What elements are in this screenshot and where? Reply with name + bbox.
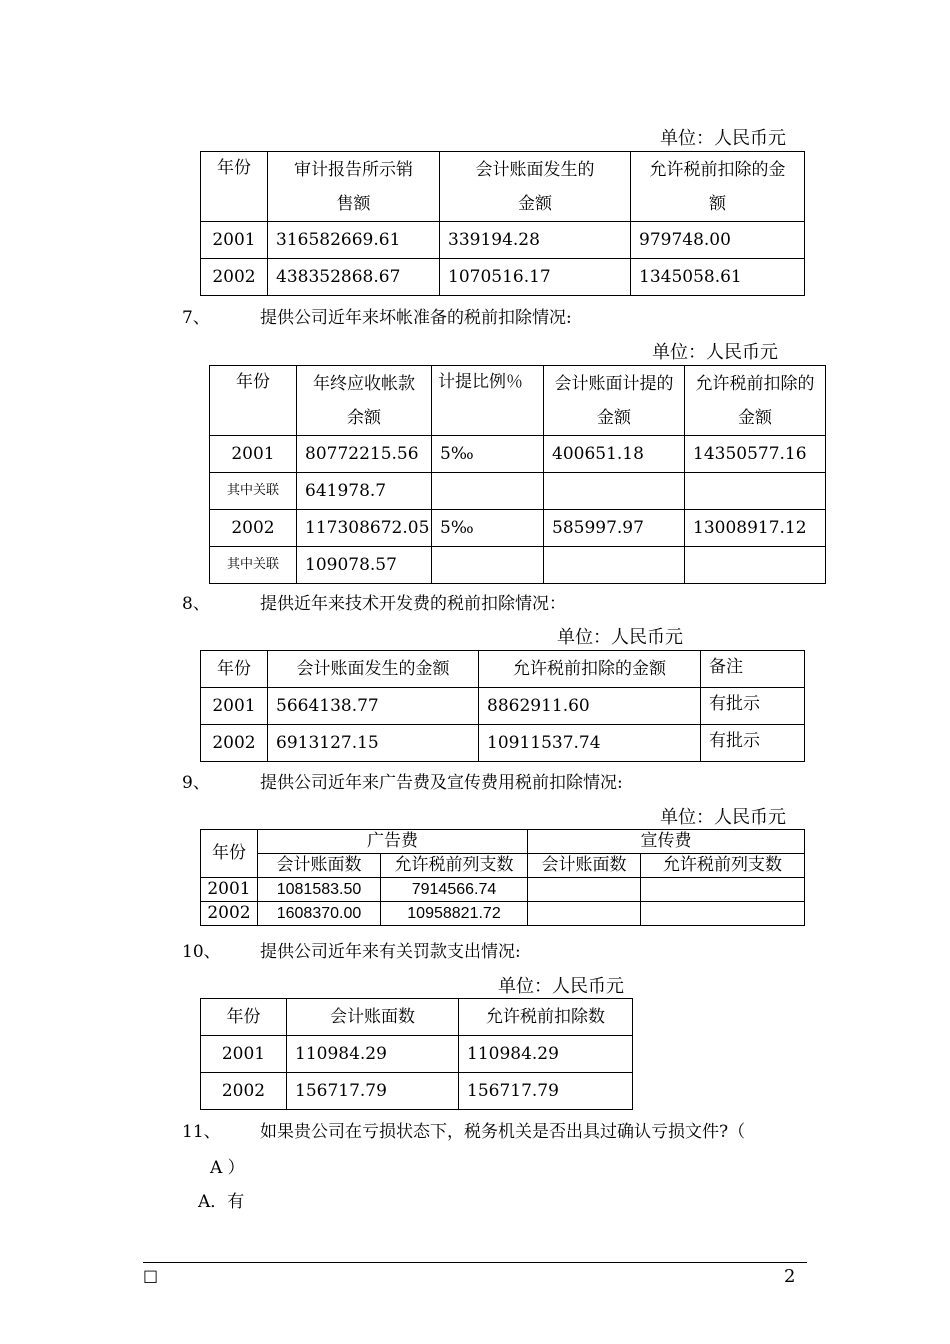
cell-value: 1081583.50 xyxy=(258,878,381,902)
footer-mark: □ xyxy=(143,1266,159,1285)
cell-value: 14350577.16 xyxy=(685,436,826,473)
section-10-heading xyxy=(182,937,521,962)
cell-year: 2002 xyxy=(201,725,268,762)
table-header-row xyxy=(210,366,826,436)
unit-label: 单位：人民币元 xyxy=(660,128,786,149)
cell-value: 156717.79 xyxy=(459,1073,633,1110)
unit-label: 单位：人民币元 xyxy=(557,627,683,648)
cell-value: 156717.79 xyxy=(287,1073,459,1110)
cell-value: 585997.97 xyxy=(544,510,685,547)
subheader-book: 会计账面数 xyxy=(258,854,381,878)
cell-value: 316582669.61 xyxy=(268,222,440,259)
unit-label: 单位：人民币元 xyxy=(652,342,778,363)
footer-divider xyxy=(143,1262,807,1263)
cell-value: 10958821.72 xyxy=(381,902,528,926)
header-year: 年份 xyxy=(201,830,258,878)
cell-value xyxy=(685,547,826,584)
header-audit-sales: 审计报告所示销售额 xyxy=(268,152,440,222)
section-8-heading xyxy=(182,589,566,614)
cell-value: 438352868.67 xyxy=(268,259,440,296)
cell-value: 400651.18 xyxy=(544,436,685,473)
cell-value: 6913127.15 xyxy=(268,725,479,762)
table-sales-expense xyxy=(200,151,805,296)
header-deductible: 允许税前扣除的金额 xyxy=(479,651,701,688)
section-11-heading xyxy=(182,1117,745,1142)
header-remark: 备注 xyxy=(701,651,805,688)
cell-year: 2001 xyxy=(210,436,297,473)
cell-year: 2002 xyxy=(201,902,258,926)
cell-year: 2002 xyxy=(201,1073,287,1110)
header-book-amount: 会计账面发生的金额 xyxy=(268,651,479,688)
table-subheader-row xyxy=(201,854,805,878)
section-number: 7、 xyxy=(182,308,210,328)
table-header-row xyxy=(201,152,805,222)
cell-value: 13008917.12 xyxy=(685,510,826,547)
cell-value: 110984.29 xyxy=(287,1036,459,1073)
table-row xyxy=(210,547,826,584)
table-row xyxy=(201,1073,633,1110)
table-row xyxy=(210,510,826,547)
cell-value: 1345058.61 xyxy=(631,259,805,296)
cell-value: 5‰ xyxy=(432,436,544,473)
cell-remark: 有批示 xyxy=(701,688,805,725)
section-11-answer: A ） xyxy=(210,1158,245,1178)
unit-label: 单位：人民币元 xyxy=(660,807,786,828)
cell-value: 5664138.77 xyxy=(268,688,479,725)
subheader-deductible: 允许税前列支数 xyxy=(381,854,528,878)
section-text: 如果贵公司在亏损状态下，税务机关是否出具过确认亏损文件?（ xyxy=(260,1122,746,1142)
table-header-row xyxy=(201,651,805,688)
header-book-provision: 会计账面计提的金额 xyxy=(544,366,685,436)
header-deductible: 允许税前扣除的金额 xyxy=(685,366,826,436)
cell-related: 其中关联 xyxy=(210,473,297,510)
table-header-row xyxy=(201,999,633,1036)
cell-value xyxy=(641,902,805,926)
header-year: 年份 xyxy=(201,152,268,222)
table-row xyxy=(201,688,805,725)
cell-value: 7914566.74 xyxy=(381,878,528,902)
page-number: 2 xyxy=(784,1266,796,1287)
subheader-deductible: 允许税前列支数 xyxy=(641,854,805,878)
table-header-row xyxy=(201,830,805,854)
cell-value: 641978.7 xyxy=(297,473,432,510)
cell-year: 2001 xyxy=(201,222,268,259)
section-number: 9、 xyxy=(182,773,210,793)
table-row xyxy=(210,473,826,510)
header-book-amount: 会计账面数 xyxy=(287,999,459,1036)
option-a: A．有 xyxy=(198,1192,245,1212)
header-receivable: 年终应收帐款余额 xyxy=(297,366,432,436)
cell-remark: 有批示 xyxy=(701,725,805,762)
cell-value: 117308672.05 xyxy=(297,510,432,547)
table-row xyxy=(201,1036,633,1073)
cell-year: 2001 xyxy=(201,1036,287,1073)
table-row xyxy=(201,259,805,296)
header-year: 年份 xyxy=(201,999,287,1036)
cell-value: 110984.29 xyxy=(459,1036,633,1073)
cell-value xyxy=(528,878,641,902)
cell-value xyxy=(528,902,641,926)
header-year: 年份 xyxy=(201,651,268,688)
header-book-amount: 会计账面发生的金额 xyxy=(440,152,631,222)
cell-related: 其中关联 xyxy=(210,547,297,584)
cell-value: 109078.57 xyxy=(297,547,432,584)
header-deductible: 允许税前扣除的金额 xyxy=(631,152,805,222)
section-number: 8、 xyxy=(182,594,210,614)
section-number: 11、 xyxy=(182,1122,221,1142)
section-number: 10、 xyxy=(182,942,221,962)
table-row xyxy=(201,902,805,926)
section-7-heading xyxy=(182,303,572,328)
cell-value xyxy=(544,547,685,584)
table-row xyxy=(201,725,805,762)
cell-value: 8862911.60 xyxy=(479,688,701,725)
cell-value: 1070516.17 xyxy=(440,259,631,296)
section-text: 提供近年来技术开发费的税前扣除情况： xyxy=(260,594,566,614)
cell-value: 1608370.00 xyxy=(258,902,381,926)
header-promotion: 宣传费 xyxy=(528,830,805,854)
cell-value xyxy=(641,878,805,902)
table-advertising xyxy=(200,829,805,926)
section-text: 提供公司近年来广告费及宣传费用税前扣除情况: xyxy=(260,773,623,793)
cell-value xyxy=(544,473,685,510)
cell-value: 5‰ xyxy=(432,510,544,547)
table-row xyxy=(201,222,805,259)
table-bad-debt xyxy=(209,365,826,584)
section-9-heading xyxy=(182,768,623,793)
cell-year: 2001 xyxy=(201,878,258,902)
section-text: 提供公司近年来坏帐准备的税前扣除情况: xyxy=(260,308,572,328)
unit-label: 单位：人民币元 xyxy=(498,976,624,997)
cell-year: 2002 xyxy=(201,259,268,296)
cell-value: 10911537.74 xyxy=(479,725,701,762)
header-year: 年份 xyxy=(210,366,297,436)
subheader-book: 会计账面数 xyxy=(528,854,641,878)
header-deductible: 允许税前扣除数 xyxy=(459,999,633,1036)
cell-value xyxy=(432,473,544,510)
cell-value: 80772215.56 xyxy=(297,436,432,473)
table-row xyxy=(201,878,805,902)
table-penalties xyxy=(200,998,633,1110)
cell-value xyxy=(685,473,826,510)
header-advertising: 广告费 xyxy=(258,830,528,854)
table-row xyxy=(210,436,826,473)
cell-year: 2001 xyxy=(201,688,268,725)
cell-year: 2002 xyxy=(210,510,297,547)
cell-value: 979748.00 xyxy=(631,222,805,259)
section-text: 提供公司近年来有关罚款支出情况: xyxy=(260,942,521,962)
cell-value: 339194.28 xyxy=(440,222,631,259)
table-rd-expense xyxy=(200,650,805,762)
header-ratio: 计提比例％ xyxy=(432,366,544,436)
cell-value xyxy=(432,547,544,584)
